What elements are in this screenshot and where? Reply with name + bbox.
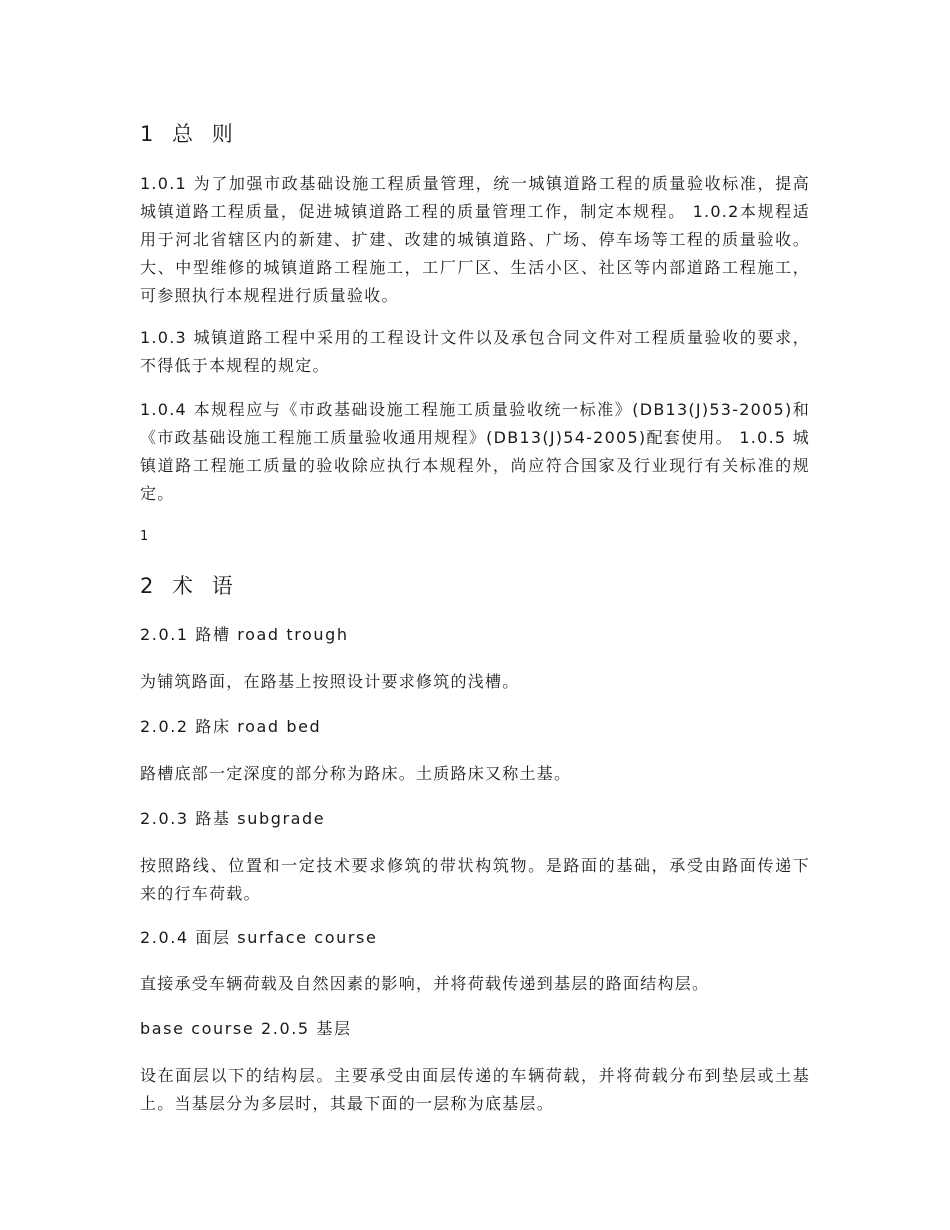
clause-1-0-4-paragraph: 1.0.4 本规程应与《市政基础设施工程施工质量验收统一标准》(DB13(J)53-2005)和《市政基础设施工程施工质量验收通用规程》(DB13(J)54-2005)配套使用。 1.0.5 城镇道路工程施工质量的验收除应执行本规程外，尚应符合国家及行业现行有关标准的规定。 xyxy=(140,400,810,503)
term-2-0-3-title: 2.0.3 路基 subgrade xyxy=(140,809,326,828)
clause-1-0-1-paragraph: 1.0.1 为了加强市政基础设施工程质量管理，统一城镇道路工程的质量验收标准，提高城镇道路工程质量，促进城镇道路工程的质量管理工作，制定本规程。 1.0.2本规程适用于河北省辖区内的新建、扩建、改建的城镇道路、广场、停车场等工程的质量验收。大、中型维修的城镇道路工程施工，工厂厂区、生活小区、社区等内部道路工程施工，可参照执行本规程进行质量验收。 xyxy=(140,174,810,305)
term-2-0-2-title: 2.0.2 路床 road bed xyxy=(140,717,322,736)
term-2-0-4-title: 2.0.4 面层 surface course xyxy=(140,928,378,947)
term-2-0-5-title: base course 2.0.5 基层 xyxy=(140,1019,352,1038)
term-2-0-2-definition: 路槽底部一定深度的部分称为路床。土质路床又称土基。 xyxy=(140,764,572,783)
term-2-0-3-definition: 按照路线、位置和一定技术要求修筑的带状构筑物。是路面的基础，承受由路面传递下来的行车荷载。 xyxy=(140,856,810,903)
page-number: 1 xyxy=(140,529,149,544)
term-2-0-1-definition: 为铺筑路面，在路基上按照设计要求修筑的浅槽。 xyxy=(140,672,520,691)
term-2-0-5-definition: 设在面层以下的结构层。主要承受由面层传递的车辆荷载，并将荷载分布到垫层或土基上。当基层分为多层时，其最下面的一层称为底基层。 xyxy=(140,1066,810,1113)
section-2-heading: 2 术 语 xyxy=(140,574,239,598)
clause-1-0-3-paragraph: 1.0.3 城镇道路工程中采用的工程设计文件以及承包合同文件对工程质量验收的要求，不得低于本规程的规定。 xyxy=(140,328,810,375)
term-2-0-1-title: 2.0.1 路槽 road trough xyxy=(140,625,349,644)
term-2-0-4-definition: 直接承受车辆荷载及自然因素的影响，并将荷载传递到基层的路面结构层。 xyxy=(140,974,710,993)
section-1-heading: 1 总 则 xyxy=(140,122,239,146)
